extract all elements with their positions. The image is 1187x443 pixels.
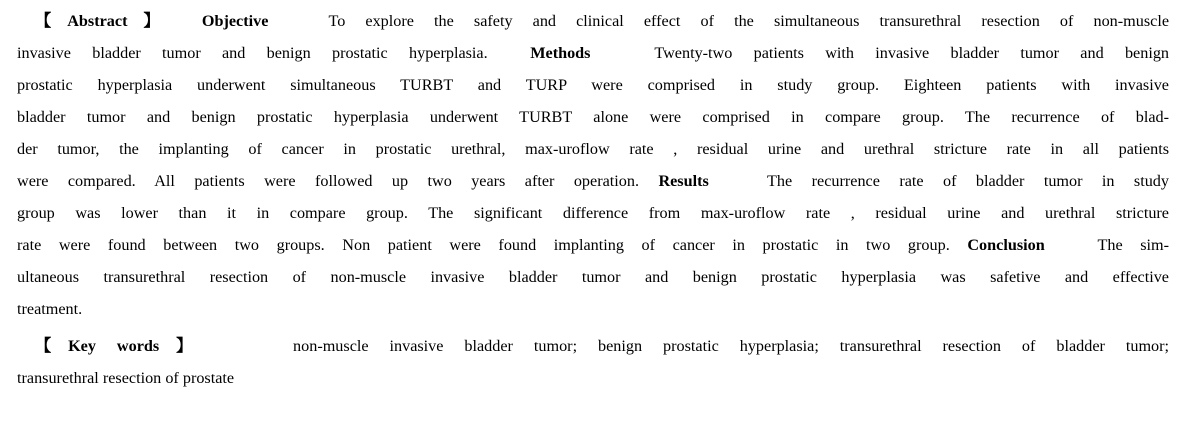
abstract-heading: 【Abstract】: [35, 12, 176, 30]
abstract-line-3: [17, 69, 1169, 101]
abstract-line-1: [35, 5, 1169, 37]
methods-heading: Methods: [530, 44, 591, 62]
methods-text-3: bladder tumor and benign prostatic hyperplasia underwent TURBT alone were comprised in compare group. The recurrence of blad-: [17, 108, 1169, 126]
conclusion-text-1: The sim-: [1097, 236, 1170, 254]
abstract-line-6: [17, 165, 1169, 197]
methods-text-5: were compared. All patients were followed up two years after operation.: [17, 172, 640, 190]
abstract-line-8: [17, 229, 1169, 261]
methods-text-1: Twenty-two patients with invasive bladder tumor and benign: [654, 44, 1170, 62]
objective-text-1: To explore the safety and clinical effect of the simultaneous transurethral resection of non-muscle: [328, 12, 1170, 30]
methods-text-2: prostatic hyperplasia underwent simultaneous TURBT and TURP were comprised in study group. Eighteen patients with invasive: [17, 76, 1169, 94]
objective-heading: Objective: [201, 12, 269, 30]
keywords-line-2: [17, 362, 1169, 394]
keywords-heading: 【Key words】: [35, 337, 210, 355]
results-text-2: group was lower than it in compare group. The significant difference from max-uroflow rate , residual urine and urethral stricture: [17, 204, 1169, 222]
abstract-line-9: [17, 261, 1169, 293]
abstract-line-4: [17, 101, 1169, 133]
keywords-line-1: [35, 330, 1169, 362]
objective-text-2: invasive bladder tumor and benign prostatic hyperplasia.: [17, 44, 488, 62]
conclusion-text-2: ultaneous transurethral resection of non-muscle invasive bladder tumor and benign prostatic hyperplasia was safetive and effective: [17, 268, 1169, 286]
keywords-text-2: transurethral resection of prostate: [17, 369, 235, 387]
abstract-line-10: [17, 293, 1169, 325]
conclusion-text-3: treatment.: [17, 300, 83, 318]
results-heading: Results: [658, 172, 709, 190]
results-text-3: rate were found between two groups. Non patient were found implanting of cancer in prostatic in two group.: [17, 236, 950, 254]
conclusion-heading: Conclusion: [967, 236, 1045, 254]
methods-text-4: der tumor, the implanting of cancer in prostatic urethral, max-uroflow rate , residual urine and urethral stricture rate in all patients: [17, 140, 1169, 158]
results-text-1: The recurrence rate of bladder tumor in study: [767, 172, 1169, 190]
keywords-text-1: non-muscle invasive bladder tumor; benign prostatic hyperplasia; transurethral resection of bladder tumor;: [293, 337, 1170, 355]
abstract-line-2: [17, 37, 1169, 69]
abstract-line-7: [17, 197, 1169, 229]
abstract-line-5: [17, 133, 1169, 165]
